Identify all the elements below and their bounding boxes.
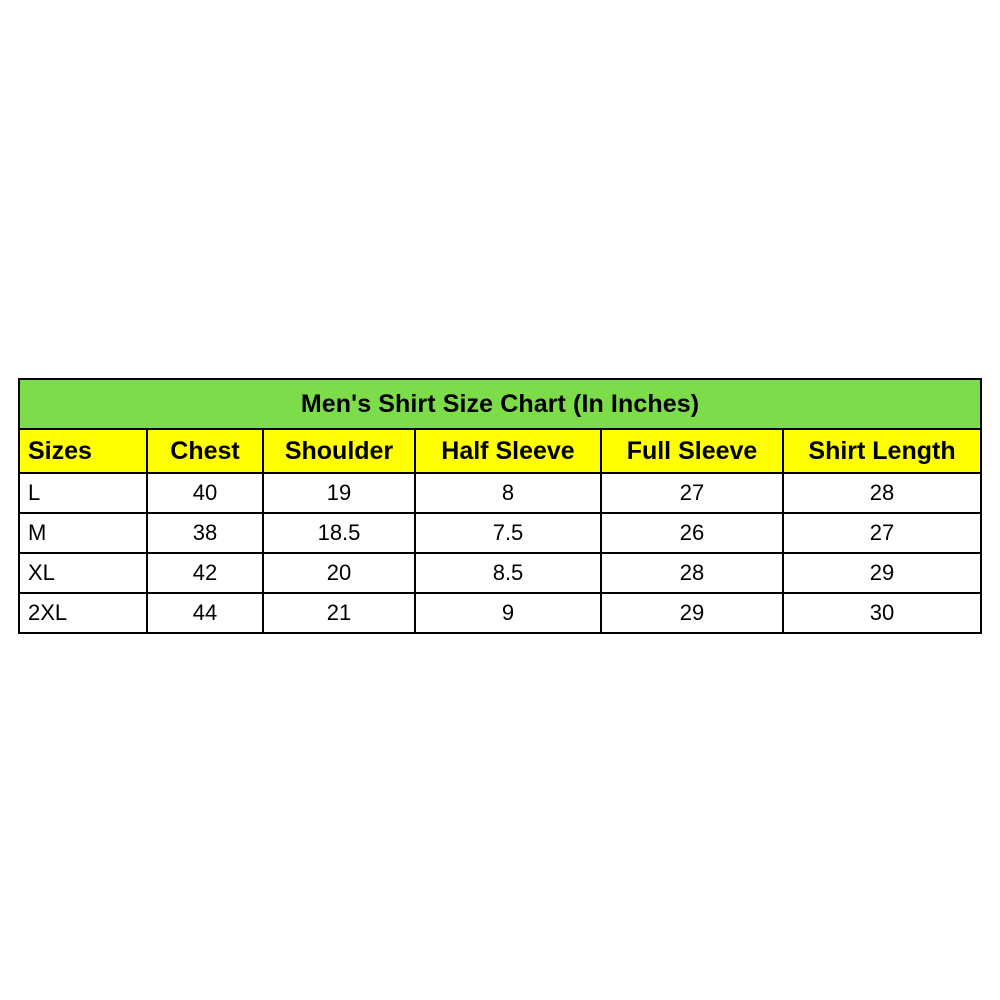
cell-shoulder: 19 [263, 473, 415, 513]
table-title-row [19, 379, 981, 429]
cell-half-sleeve: 8.5 [415, 553, 601, 593]
cell-shirt-length: 28 [783, 473, 981, 513]
cell-chest: 42 [147, 553, 263, 593]
cell-shirt-length: 30 [783, 593, 981, 633]
column-header-sizes: Sizes [19, 429, 147, 473]
size-chart-container [18, 378, 980, 634]
table-row [19, 513, 981, 553]
cell-chest: 40 [147, 473, 263, 513]
cell-half-sleeve: 8 [415, 473, 601, 513]
column-header-chest: Chest [147, 429, 263, 473]
cell-size: 2XL [19, 593, 147, 633]
chart-title: Men's Shirt Size Chart (In Inches) [19, 379, 981, 429]
cell-full-sleeve: 28 [601, 553, 783, 593]
table-row [19, 553, 981, 593]
cell-shirt-length: 27 [783, 513, 981, 553]
cell-chest: 44 [147, 593, 263, 633]
cell-full-sleeve: 27 [601, 473, 783, 513]
cell-half-sleeve: 7.5 [415, 513, 601, 553]
cell-chest: 38 [147, 513, 263, 553]
cell-full-sleeve: 29 [601, 593, 783, 633]
column-header-half-sleeve: Half Sleeve [415, 429, 601, 473]
cell-shoulder: 20 [263, 553, 415, 593]
column-header-shirt-length: Shirt Length [783, 429, 981, 473]
cell-half-sleeve: 9 [415, 593, 601, 633]
table-header-row [19, 429, 981, 473]
size-chart-table [18, 378, 982, 634]
column-header-shoulder: Shoulder [263, 429, 415, 473]
cell-size: L [19, 473, 147, 513]
cell-full-sleeve: 26 [601, 513, 783, 553]
cell-shoulder: 21 [263, 593, 415, 633]
column-header-full-sleeve: Full Sleeve [601, 429, 783, 473]
cell-shirt-length: 29 [783, 553, 981, 593]
cell-size: M [19, 513, 147, 553]
cell-size: XL [19, 553, 147, 593]
table-row [19, 593, 981, 633]
cell-shoulder: 18.5 [263, 513, 415, 553]
table-row [19, 473, 981, 513]
